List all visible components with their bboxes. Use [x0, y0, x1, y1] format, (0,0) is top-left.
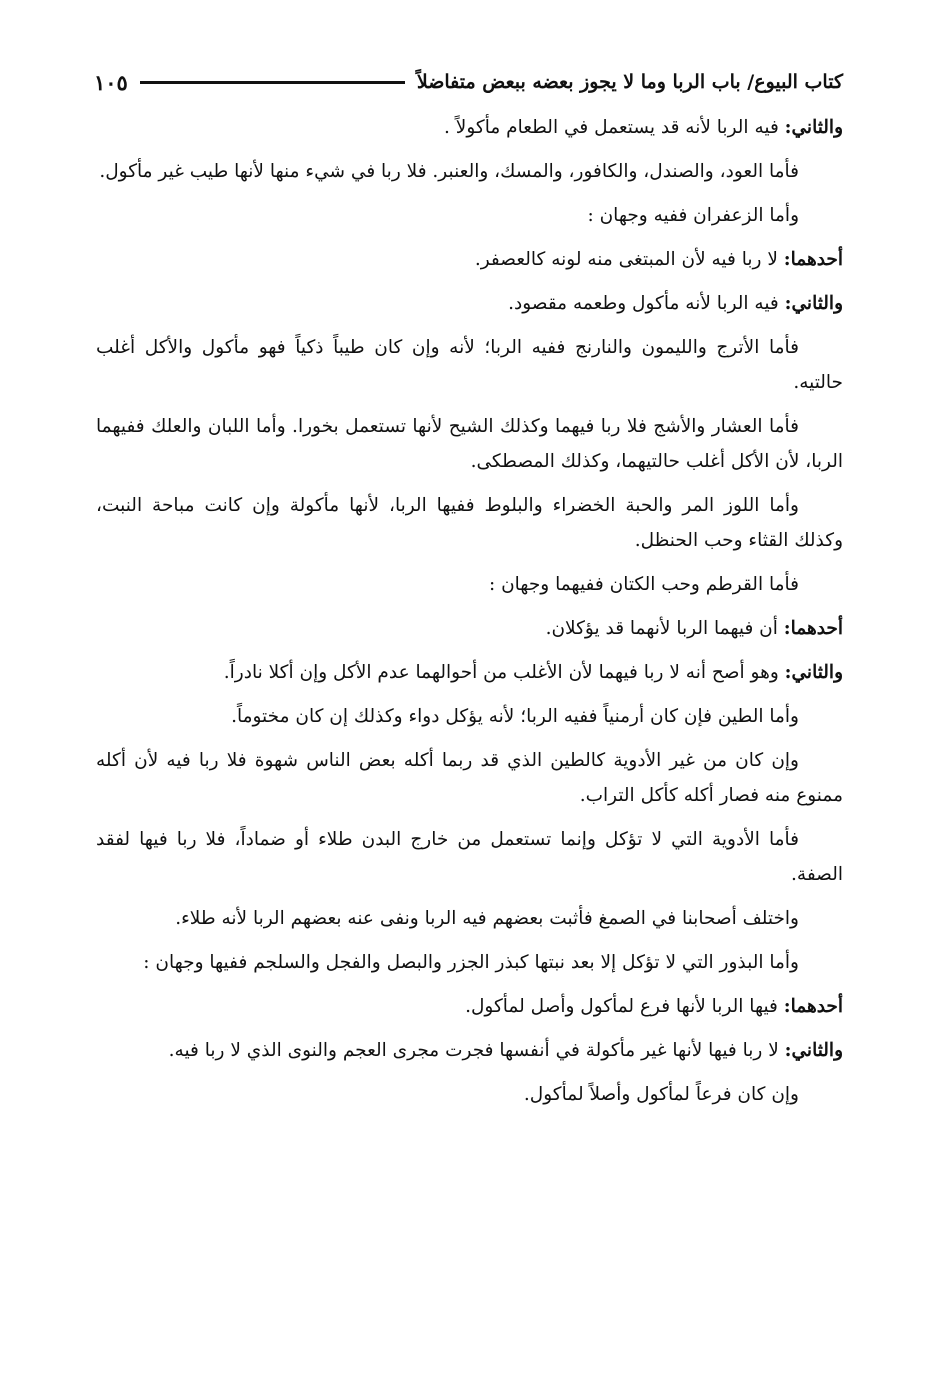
paragraph-text: وأما اللوز المر والحبة الخضراء والبلوط ففيها الربا، لأنها مأكولة وإن كانت مباحة النبت، وكذلك القثاء وحب الحنظل. — [96, 495, 843, 551]
paragraph-text: وإن كان من غير الأدوية كالطين الذي قد ربما أكله بعض الناس شهوة فلا ربا فيه لأن أكله ممنوع منه فصار أكله كأكل التراب. — [96, 750, 843, 806]
paragraph — [96, 611, 843, 646]
paragraph-text: فأما الأترج والليمون والنارنج ففيه الربا؛ لأنه وإن كان طيباً ذكياً فهو مأكول والأكل أغلب حالتيه. — [96, 337, 843, 393]
paragraph-text: وأما البذور التي لا تؤكل إلا بعد نبتها كبذر الجزر والبصل والفجل والسلجم ففيها وجهان : — [143, 952, 799, 973]
paragraph-label: أحدهما: — [783, 996, 843, 1017]
paragraph — [96, 409, 843, 479]
page-header — [94, 66, 843, 98]
paragraph-label: والثاني: — [784, 293, 843, 314]
paragraph-text: لا ربا فيها لأنها غير مأكولة في أنفسها فجرت مجرى العجم والنوى الذي لا ربا فيه. — [168, 1040, 785, 1061]
paragraph-label: والثاني: — [784, 662, 843, 683]
paragraph — [96, 822, 843, 892]
paragraph — [96, 488, 843, 558]
paragraph-label: والثاني: — [784, 1040, 843, 1061]
paragraph — [96, 901, 843, 936]
paragraph-text: فأما القرطم وحب الكتان ففيهما وجهان : — [488, 574, 799, 595]
paragraph-text: وأما الزعفران ففيه وجهان : — [587, 205, 799, 226]
paragraph — [96, 198, 843, 233]
paragraph — [96, 567, 843, 602]
paragraph — [96, 1077, 843, 1112]
paragraph-text: فيه الربا لأنه مأكول وطعمه مقصود. — [508, 293, 785, 314]
paragraph-text: لا ربا فيه لأن المبتغى منه لونه كالعصفر. — [474, 249, 784, 270]
paragraph — [96, 989, 843, 1024]
paragraph — [96, 330, 843, 400]
paragraph-text: واختلف أصحابنا في الصمغ فأثبت بعضهم فيه الربا ونفى عنه بعضهم الربا لأنه طلاء. — [175, 908, 799, 929]
page-number: ١٠٥ — [94, 69, 128, 95]
body-text — [96, 110, 843, 1121]
paragraph — [96, 699, 843, 734]
paragraph-text: أن فيهما الربا لأنهما قد يؤكلان. — [545, 618, 784, 639]
paragraph — [96, 743, 843, 813]
running-title: كتاب البيوع/ باب الربا وما لا يجوز بعضه ببعض متفاضلاً — [416, 71, 843, 93]
paragraph-text: فيها الربا لأنها فرع لمأكول وأصل لمأكول. — [465, 996, 784, 1017]
paragraph-label: والثاني: — [784, 117, 843, 138]
paragraph-text: فيه الربا لأنه قد يستعمل في الطعام مأكولاً . — [444, 117, 785, 138]
paragraph-text: وإن كان فرعاً لمأكول وأصلاً لمأكول. — [523, 1084, 799, 1105]
paragraph — [96, 286, 843, 321]
paragraph-text: فأما العود، والصندل، والكافور، والمسك، والعنبر. فلا ربا في شيء منها لأنها طيب غير مأكول. — [99, 161, 799, 182]
paragraph — [96, 154, 843, 189]
paragraph-text: وهو أصح أنه لا ربا فيهما لأن الأغلب من أحوالهما عدم الأكل وإن أكلا نادراً. — [223, 662, 785, 683]
paragraph-label: أحدهما: — [783, 618, 843, 639]
header-rule — [140, 81, 405, 84]
paragraph-text: فأما الأدوية التي لا تؤكل وإنما تستعمل من خارج البدن طلاء أو ضماداً، فلا ربا فيها لفقد الصفة. — [96, 829, 843, 885]
paragraph-text: فأما العشار والأشج فلا ربا فيهما وكذلك الشيح لأنها تستعمل بخورا. وأما اللبان والعلك ففيهما الربا، لأن الأكل أغلب حالتيهما، وكذلك المصطكى. — [96, 416, 843, 472]
paragraph-label: أحدهما: — [783, 249, 843, 270]
paragraph — [96, 655, 843, 690]
paragraph — [96, 110, 843, 145]
paragraph-text: وأما الطين فإن كان أرمنياً ففيه الربا؛ لأنه يؤكل دواء وكذلك إن كان مختوماً. — [231, 706, 799, 727]
paragraph — [96, 1033, 843, 1068]
paragraph — [96, 242, 843, 277]
paragraph — [96, 945, 843, 980]
